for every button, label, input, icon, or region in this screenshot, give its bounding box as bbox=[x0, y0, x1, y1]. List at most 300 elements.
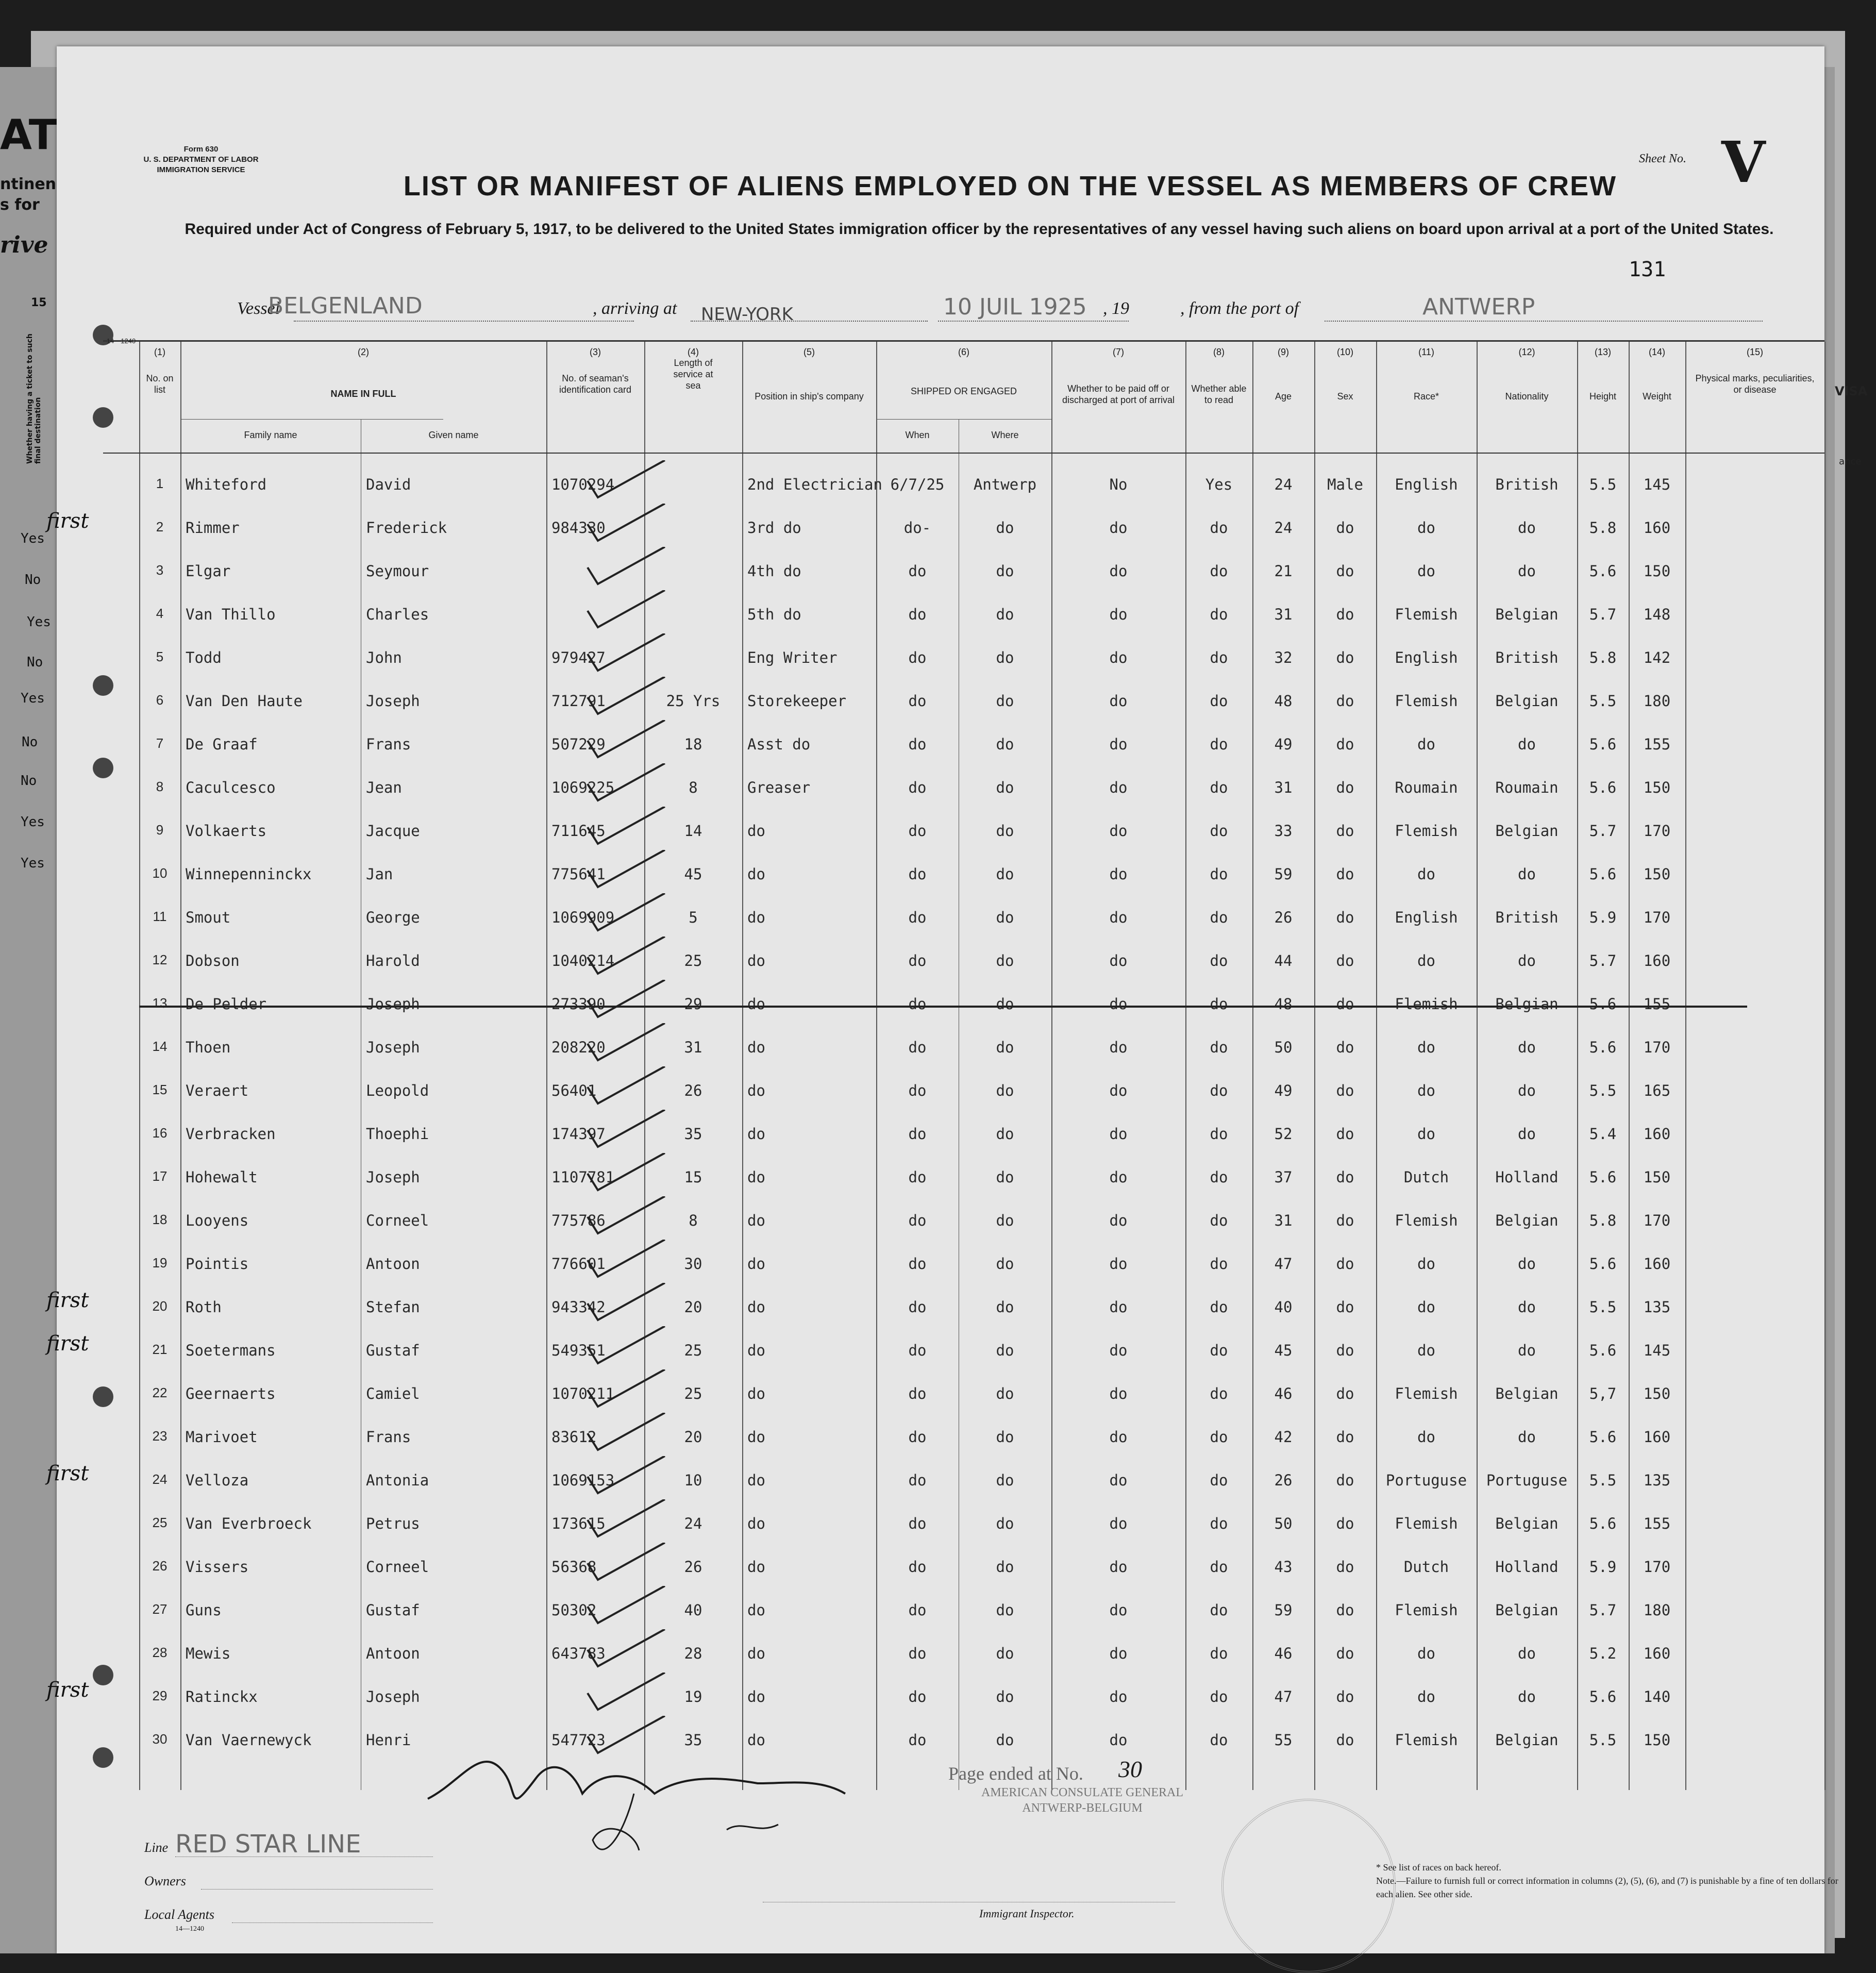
col-age: Age bbox=[1275, 391, 1292, 402]
position: do bbox=[747, 865, 765, 883]
service-length: 31 bbox=[684, 1039, 702, 1056]
strip-yes-no: Yes bbox=[21, 814, 45, 830]
able-to-read: do bbox=[1210, 1645, 1228, 1662]
position: Storekeeper bbox=[747, 692, 847, 710]
nationality: Belgian bbox=[1495, 692, 1559, 710]
given-name: Joseph bbox=[366, 1168, 420, 1186]
col-position: Position in ship's company bbox=[755, 391, 864, 402]
weight: 150 bbox=[1643, 1731, 1671, 1749]
sex: do bbox=[1336, 1125, 1354, 1143]
height: 5.5 bbox=[1589, 1298, 1617, 1316]
given-name: Stefan bbox=[366, 1298, 420, 1316]
race: Flemish bbox=[1395, 1601, 1458, 1619]
shipped-where: do bbox=[996, 649, 1014, 666]
check-mark-icon bbox=[577, 460, 670, 501]
table-row bbox=[103, 1153, 1824, 1196]
shipped-where: do bbox=[996, 1212, 1014, 1229]
row-number: 30 bbox=[152, 1731, 167, 1747]
age: 46 bbox=[1274, 1385, 1293, 1402]
table-row bbox=[103, 1023, 1824, 1066]
strip-yes-no: No bbox=[27, 655, 43, 670]
table-row bbox=[103, 633, 1824, 677]
id-card-number: 174397 bbox=[551, 1125, 606, 1143]
shipped-where: do bbox=[996, 1082, 1014, 1099]
check-mark-icon bbox=[577, 1369, 670, 1411]
table-row bbox=[103, 1066, 1824, 1110]
id-card-number: 775641 bbox=[551, 865, 606, 883]
shipped-when: do- bbox=[903, 519, 931, 537]
row-number: 28 bbox=[152, 1645, 167, 1660]
age: 49 bbox=[1274, 1082, 1293, 1099]
race: do bbox=[1417, 1342, 1435, 1359]
strip-yes-no: Yes bbox=[21, 531, 45, 546]
nationality: do bbox=[1518, 1255, 1536, 1273]
row-number: 10 bbox=[152, 865, 167, 881]
sex: do bbox=[1336, 1255, 1354, 1273]
nationality: do bbox=[1518, 1298, 1536, 1316]
shipped-when: do bbox=[908, 1731, 927, 1749]
paid-off: do bbox=[1109, 1558, 1128, 1576]
age: 55 bbox=[1274, 1731, 1293, 1749]
race: Portuguse bbox=[1385, 1472, 1467, 1489]
col-num: (3) bbox=[590, 347, 601, 357]
sex: do bbox=[1336, 1601, 1354, 1619]
able-to-read: do bbox=[1210, 1515, 1228, 1532]
col-num: (13) bbox=[1594, 347, 1611, 357]
able-to-read: do bbox=[1210, 995, 1228, 1013]
position: do bbox=[747, 1515, 765, 1532]
given-name: Camiel bbox=[366, 1385, 420, 1402]
sex: do bbox=[1336, 865, 1354, 883]
shipped-when: do bbox=[908, 562, 927, 580]
strip-fragment: rive bbox=[0, 232, 48, 258]
able-to-read: do bbox=[1210, 649, 1228, 666]
race: English bbox=[1395, 909, 1458, 926]
family-name: Winnepenninckx bbox=[186, 865, 312, 883]
height: 5.6 bbox=[1589, 1342, 1617, 1359]
family-name: Velloza bbox=[186, 1472, 249, 1489]
page-ended-label: Page ended at No. bbox=[948, 1763, 1083, 1784]
height: 5.6 bbox=[1589, 562, 1617, 580]
check-mark-icon bbox=[577, 1413, 670, 1454]
weight: 140 bbox=[1643, 1688, 1671, 1706]
age: 45 bbox=[1274, 1342, 1293, 1359]
weight: 135 bbox=[1643, 1298, 1671, 1316]
position: do bbox=[747, 1472, 765, 1489]
col-no-on-list: No. on list bbox=[146, 373, 174, 395]
sex: do bbox=[1336, 519, 1354, 537]
position: 5th do bbox=[747, 606, 801, 623]
table-row bbox=[103, 937, 1824, 980]
paid-off: do bbox=[1109, 735, 1128, 753]
family-name: Pointis bbox=[186, 1255, 249, 1273]
shipped-when: do bbox=[908, 1558, 927, 1576]
sex: do bbox=[1336, 952, 1354, 969]
id-card-number: 1070211 bbox=[551, 1385, 615, 1402]
shipped-when: do bbox=[908, 779, 927, 796]
paid-off: do bbox=[1109, 1212, 1128, 1229]
row-number: 16 bbox=[152, 1125, 167, 1141]
able-to-read: do bbox=[1210, 1688, 1228, 1706]
service-length: 8 bbox=[689, 1212, 698, 1229]
nationality: Belgian bbox=[1495, 1515, 1559, 1532]
height: 5.7 bbox=[1589, 1601, 1617, 1619]
height: 5.9 bbox=[1589, 1558, 1617, 1576]
shipped-where: do bbox=[996, 1688, 1014, 1706]
weight: 145 bbox=[1643, 476, 1671, 493]
given-name: Joseph bbox=[366, 995, 420, 1013]
margin-note: first bbox=[46, 1289, 89, 1312]
from-port-label: , from the port of bbox=[1180, 299, 1299, 318]
row-number: 27 bbox=[152, 1601, 167, 1617]
position: do bbox=[747, 1601, 765, 1619]
height: 5.7 bbox=[1589, 952, 1617, 969]
service-length: 24 bbox=[684, 1515, 702, 1532]
check-mark-icon bbox=[577, 590, 670, 631]
age: 24 bbox=[1274, 476, 1293, 493]
race: Flemish bbox=[1395, 692, 1458, 710]
given-name: David bbox=[366, 476, 411, 493]
shipped-where: do bbox=[996, 1342, 1014, 1359]
sex: do bbox=[1336, 995, 1354, 1013]
right-strip-fragment: ance bbox=[1839, 456, 1862, 467]
id-card-number: 984330 bbox=[551, 519, 606, 537]
check-mark-icon bbox=[577, 547, 670, 588]
shipped-where: do bbox=[996, 822, 1014, 840]
strip-fragment: AT bbox=[0, 111, 57, 159]
id-card-number: 1069909 bbox=[551, 909, 615, 926]
weight: 150 bbox=[1643, 865, 1671, 883]
nationality: do bbox=[1518, 1428, 1536, 1446]
col-race: Race* bbox=[1413, 391, 1439, 402]
shipped-when: do bbox=[908, 1039, 927, 1056]
race: Dutch bbox=[1403, 1168, 1449, 1186]
col-num: (5) bbox=[803, 347, 815, 357]
table-row bbox=[103, 547, 1824, 590]
col-weight: Weight bbox=[1643, 391, 1671, 402]
table-row bbox=[103, 1110, 1824, 1153]
family-name: Volkaerts bbox=[186, 822, 267, 840]
weight: 150 bbox=[1643, 779, 1671, 796]
position: do bbox=[747, 952, 765, 969]
check-mark-icon bbox=[577, 1110, 670, 1151]
shipped-where: do bbox=[996, 519, 1014, 537]
height: 5.6 bbox=[1589, 1039, 1617, 1056]
check-mark-icon bbox=[577, 677, 670, 718]
shipped-when: do bbox=[908, 1515, 927, 1532]
given-name: Frans bbox=[366, 735, 411, 753]
position: do bbox=[747, 1688, 765, 1706]
race: do bbox=[1417, 952, 1435, 969]
row-number: 13 bbox=[152, 995, 167, 1011]
shipped-where: do bbox=[996, 1168, 1014, 1186]
height: 5.5 bbox=[1589, 1731, 1617, 1749]
weight: 155 bbox=[1643, 1515, 1671, 1532]
line-label: Line bbox=[144, 1840, 169, 1855]
row-number: 20 bbox=[152, 1298, 167, 1314]
height: 5.5 bbox=[1589, 692, 1617, 710]
height: 5.8 bbox=[1589, 1212, 1617, 1229]
age: 31 bbox=[1274, 1212, 1293, 1229]
race: Dutch bbox=[1403, 1558, 1449, 1576]
weight: 155 bbox=[1643, 735, 1671, 753]
family-name: Vissers bbox=[186, 1558, 249, 1576]
position: do bbox=[747, 1212, 765, 1229]
service-length: 26 bbox=[684, 1082, 702, 1099]
footnote-races: * See list of races on back hereof. bbox=[1376, 1862, 1501, 1872]
col-num: (14) bbox=[1648, 347, 1665, 357]
form-code: 14—1240 bbox=[106, 337, 136, 345]
service-length: 40 bbox=[684, 1601, 702, 1619]
weight: 160 bbox=[1643, 1255, 1671, 1273]
paid-off: do bbox=[1109, 649, 1128, 666]
paid-off: do bbox=[1109, 1039, 1128, 1056]
check-mark-icon bbox=[577, 1283, 670, 1324]
given-name: Charles bbox=[366, 606, 429, 623]
shipped-when: do bbox=[908, 1601, 927, 1619]
weight: 142 bbox=[1643, 649, 1671, 666]
row-number: 2 bbox=[156, 519, 164, 534]
col-num: (9) bbox=[1278, 347, 1289, 357]
table-row bbox=[103, 1543, 1824, 1586]
height: 5.5 bbox=[1589, 476, 1617, 493]
able-to-read: do bbox=[1210, 1428, 1228, 1446]
height: 5.5 bbox=[1589, 1472, 1617, 1489]
sex: do bbox=[1336, 1342, 1354, 1359]
sex: do bbox=[1336, 735, 1354, 753]
check-mark-icon bbox=[577, 980, 670, 1021]
service-length: 14 bbox=[684, 822, 702, 840]
footnote bbox=[1376, 1861, 1840, 1901]
family-name: Elgar bbox=[186, 562, 231, 580]
table-row bbox=[103, 460, 1824, 504]
able-to-read: do bbox=[1210, 1385, 1228, 1402]
shipped-when: do bbox=[908, 1082, 927, 1099]
id-card-number: 979427 bbox=[551, 649, 606, 666]
id-card-number: 273390 bbox=[551, 995, 606, 1013]
strip-yes-no: No bbox=[21, 773, 37, 789]
col-sex: Sex bbox=[1337, 391, 1353, 402]
race: do bbox=[1417, 1039, 1435, 1056]
table-row bbox=[103, 1369, 1824, 1413]
row-number: 1 bbox=[156, 476, 164, 491]
manifest-sheet bbox=[46, 46, 1838, 1953]
id-card-number: 50302 bbox=[551, 1601, 597, 1619]
margin-note: first bbox=[46, 1462, 89, 1485]
id-card-number: 549351 bbox=[551, 1342, 606, 1359]
height: 5.7 bbox=[1589, 606, 1617, 623]
owners-label: Owners bbox=[144, 1874, 186, 1888]
position: 3rd do bbox=[747, 519, 801, 537]
nationality: do bbox=[1518, 1645, 1536, 1662]
position: do bbox=[747, 1428, 765, 1446]
able-to-read: do bbox=[1210, 1082, 1228, 1099]
shipped-where: do bbox=[996, 606, 1014, 623]
able-to-read: do bbox=[1210, 1168, 1228, 1186]
margin-note: first bbox=[46, 1332, 89, 1356]
sex: do bbox=[1336, 1385, 1354, 1402]
age: 42 bbox=[1274, 1428, 1293, 1446]
strip-fragment: ntinen bbox=[0, 175, 57, 193]
age: 46 bbox=[1274, 1645, 1293, 1662]
check-mark-icon bbox=[577, 1240, 670, 1281]
able-to-read: do bbox=[1210, 1298, 1228, 1316]
height: 5.9 bbox=[1589, 909, 1617, 926]
given-name: Petrus bbox=[366, 1515, 420, 1532]
shipped-where: do bbox=[996, 1385, 1014, 1402]
col-when: When bbox=[905, 430, 930, 440]
height: 5.6 bbox=[1589, 995, 1617, 1013]
able-to-read: do bbox=[1210, 909, 1228, 926]
id-card-number: 775786 bbox=[551, 1212, 606, 1229]
nationality: do bbox=[1518, 1688, 1536, 1706]
position: do bbox=[747, 1731, 765, 1749]
given-name: Jan bbox=[366, 865, 393, 883]
sex: do bbox=[1336, 1039, 1354, 1056]
race: Flemish bbox=[1395, 1515, 1458, 1532]
shipped-where: do bbox=[996, 995, 1014, 1013]
race: do bbox=[1417, 735, 1435, 753]
age: 37 bbox=[1274, 1168, 1293, 1186]
given-name: John bbox=[366, 649, 402, 666]
given-name: Corneel bbox=[366, 1558, 429, 1576]
family-name: Smout bbox=[186, 909, 231, 926]
shipped-where: do bbox=[996, 779, 1014, 796]
row-number: 7 bbox=[156, 735, 164, 751]
position: Eng Writer bbox=[747, 649, 837, 666]
race: Flemish bbox=[1395, 1385, 1458, 1402]
check-mark-icon bbox=[577, 1586, 670, 1627]
arriving-label: , arriving at bbox=[593, 299, 677, 318]
consular-seal bbox=[1221, 1799, 1396, 1973]
nationality: do bbox=[1518, 1039, 1536, 1056]
nationality: British bbox=[1495, 909, 1559, 926]
row-number: 14 bbox=[152, 1039, 167, 1054]
service-length: 29 bbox=[684, 995, 702, 1013]
nationality: Holland bbox=[1495, 1168, 1559, 1186]
age: 26 bbox=[1274, 1472, 1293, 1489]
service-length: 18 bbox=[684, 735, 702, 753]
paid-off: do bbox=[1109, 562, 1128, 580]
age: 48 bbox=[1274, 995, 1293, 1013]
row-number: 5 bbox=[156, 649, 164, 664]
height: 5.8 bbox=[1589, 649, 1617, 666]
table-row bbox=[103, 763, 1824, 807]
given-name: Antonia bbox=[366, 1472, 429, 1489]
service-length: 28 bbox=[684, 1645, 702, 1662]
service-length: 20 bbox=[684, 1428, 702, 1446]
paid-off: do bbox=[1109, 1428, 1128, 1446]
paid-off: do bbox=[1109, 1385, 1128, 1402]
weight: 155 bbox=[1643, 995, 1671, 1013]
given-name: Joseph bbox=[366, 1039, 420, 1056]
able-to-read: do bbox=[1210, 822, 1228, 840]
able-to-read: do bbox=[1210, 865, 1228, 883]
row-number: 17 bbox=[152, 1168, 167, 1184]
nationality: Holland bbox=[1495, 1558, 1559, 1576]
age: 50 bbox=[1274, 1515, 1293, 1532]
height: 5.6 bbox=[1589, 865, 1617, 883]
height: 5.6 bbox=[1589, 1688, 1617, 1706]
nationality: Portuguse bbox=[1486, 1472, 1568, 1489]
family-name: Geernaerts bbox=[186, 1385, 276, 1402]
family-name: De Graaf bbox=[186, 735, 258, 753]
paid-off: do bbox=[1109, 1472, 1128, 1489]
page-subtitle: Required under Act of Congress of February 5, 1917, to be delivered to the United States immigration officer by the representatives of any vessel having such aliens on board upon arrival at a port of the United States. bbox=[185, 221, 1774, 238]
paid-off: do bbox=[1109, 1298, 1128, 1316]
nationality: do bbox=[1518, 1125, 1536, 1143]
row-number: 24 bbox=[152, 1472, 167, 1487]
height: 5.5 bbox=[1589, 1082, 1617, 1099]
able-to-read: Yes bbox=[1205, 476, 1233, 493]
paid-off: do bbox=[1109, 909, 1128, 926]
given-name: George bbox=[366, 909, 420, 926]
form-info bbox=[139, 144, 263, 175]
family-name: Looyens bbox=[186, 1212, 249, 1229]
col-id-card: No. of seaman's identification card bbox=[559, 373, 632, 395]
nationality: do bbox=[1518, 562, 1536, 580]
given-name: Henri bbox=[366, 1731, 411, 1749]
id-card-number: 208220 bbox=[551, 1039, 606, 1056]
row-number: 9 bbox=[156, 822, 164, 838]
agents-label: Local Agents bbox=[144, 1907, 215, 1922]
paid-off: do bbox=[1109, 606, 1128, 623]
col-num: (2) bbox=[358, 347, 369, 357]
age: 33 bbox=[1274, 822, 1293, 840]
paid-off: do bbox=[1109, 865, 1128, 883]
service-length: 45 bbox=[684, 865, 702, 883]
service-length: 35 bbox=[684, 1125, 702, 1143]
position: 4th do bbox=[747, 562, 801, 580]
row-number: 29 bbox=[152, 1688, 167, 1703]
check-mark-icon bbox=[577, 937, 670, 978]
weight: 165 bbox=[1643, 1082, 1671, 1099]
position: do bbox=[747, 1255, 765, 1273]
shipped-when: 6/7/25 bbox=[890, 476, 945, 493]
height: 5.6 bbox=[1589, 1168, 1617, 1186]
col-num: (8) bbox=[1213, 347, 1225, 357]
paid-off: do bbox=[1109, 519, 1128, 537]
given-name: Harold bbox=[366, 952, 420, 969]
table-row bbox=[103, 590, 1824, 633]
race: Roumain bbox=[1395, 779, 1458, 796]
table-row bbox=[103, 1716, 1824, 1759]
race: do bbox=[1417, 1688, 1435, 1706]
family-name: Rimmer bbox=[186, 519, 240, 537]
position: do bbox=[747, 995, 765, 1013]
paid-off: No bbox=[1109, 476, 1128, 493]
vessel-label: Vessel bbox=[237, 299, 280, 318]
position: do bbox=[747, 1558, 765, 1576]
paid-off: do bbox=[1109, 1515, 1128, 1532]
race: do bbox=[1417, 1645, 1435, 1662]
family-name: Dobson bbox=[186, 952, 240, 969]
paid-off: do bbox=[1109, 1601, 1128, 1619]
position: do bbox=[747, 1645, 765, 1662]
sex: do bbox=[1336, 1082, 1354, 1099]
weight: 160 bbox=[1643, 952, 1671, 969]
weight: 160 bbox=[1643, 1645, 1671, 1662]
service-length: 5 bbox=[689, 909, 698, 926]
family-name: Whiteford bbox=[186, 476, 267, 493]
shipped-where: do bbox=[996, 1472, 1014, 1489]
shipped-when: do bbox=[908, 1212, 927, 1229]
check-mark-icon bbox=[577, 850, 670, 891]
age: 59 bbox=[1274, 1601, 1293, 1619]
weight: 150 bbox=[1643, 562, 1671, 580]
shipped-where: do bbox=[996, 1645, 1014, 1662]
shipped-where: Antwerp bbox=[973, 476, 1037, 493]
